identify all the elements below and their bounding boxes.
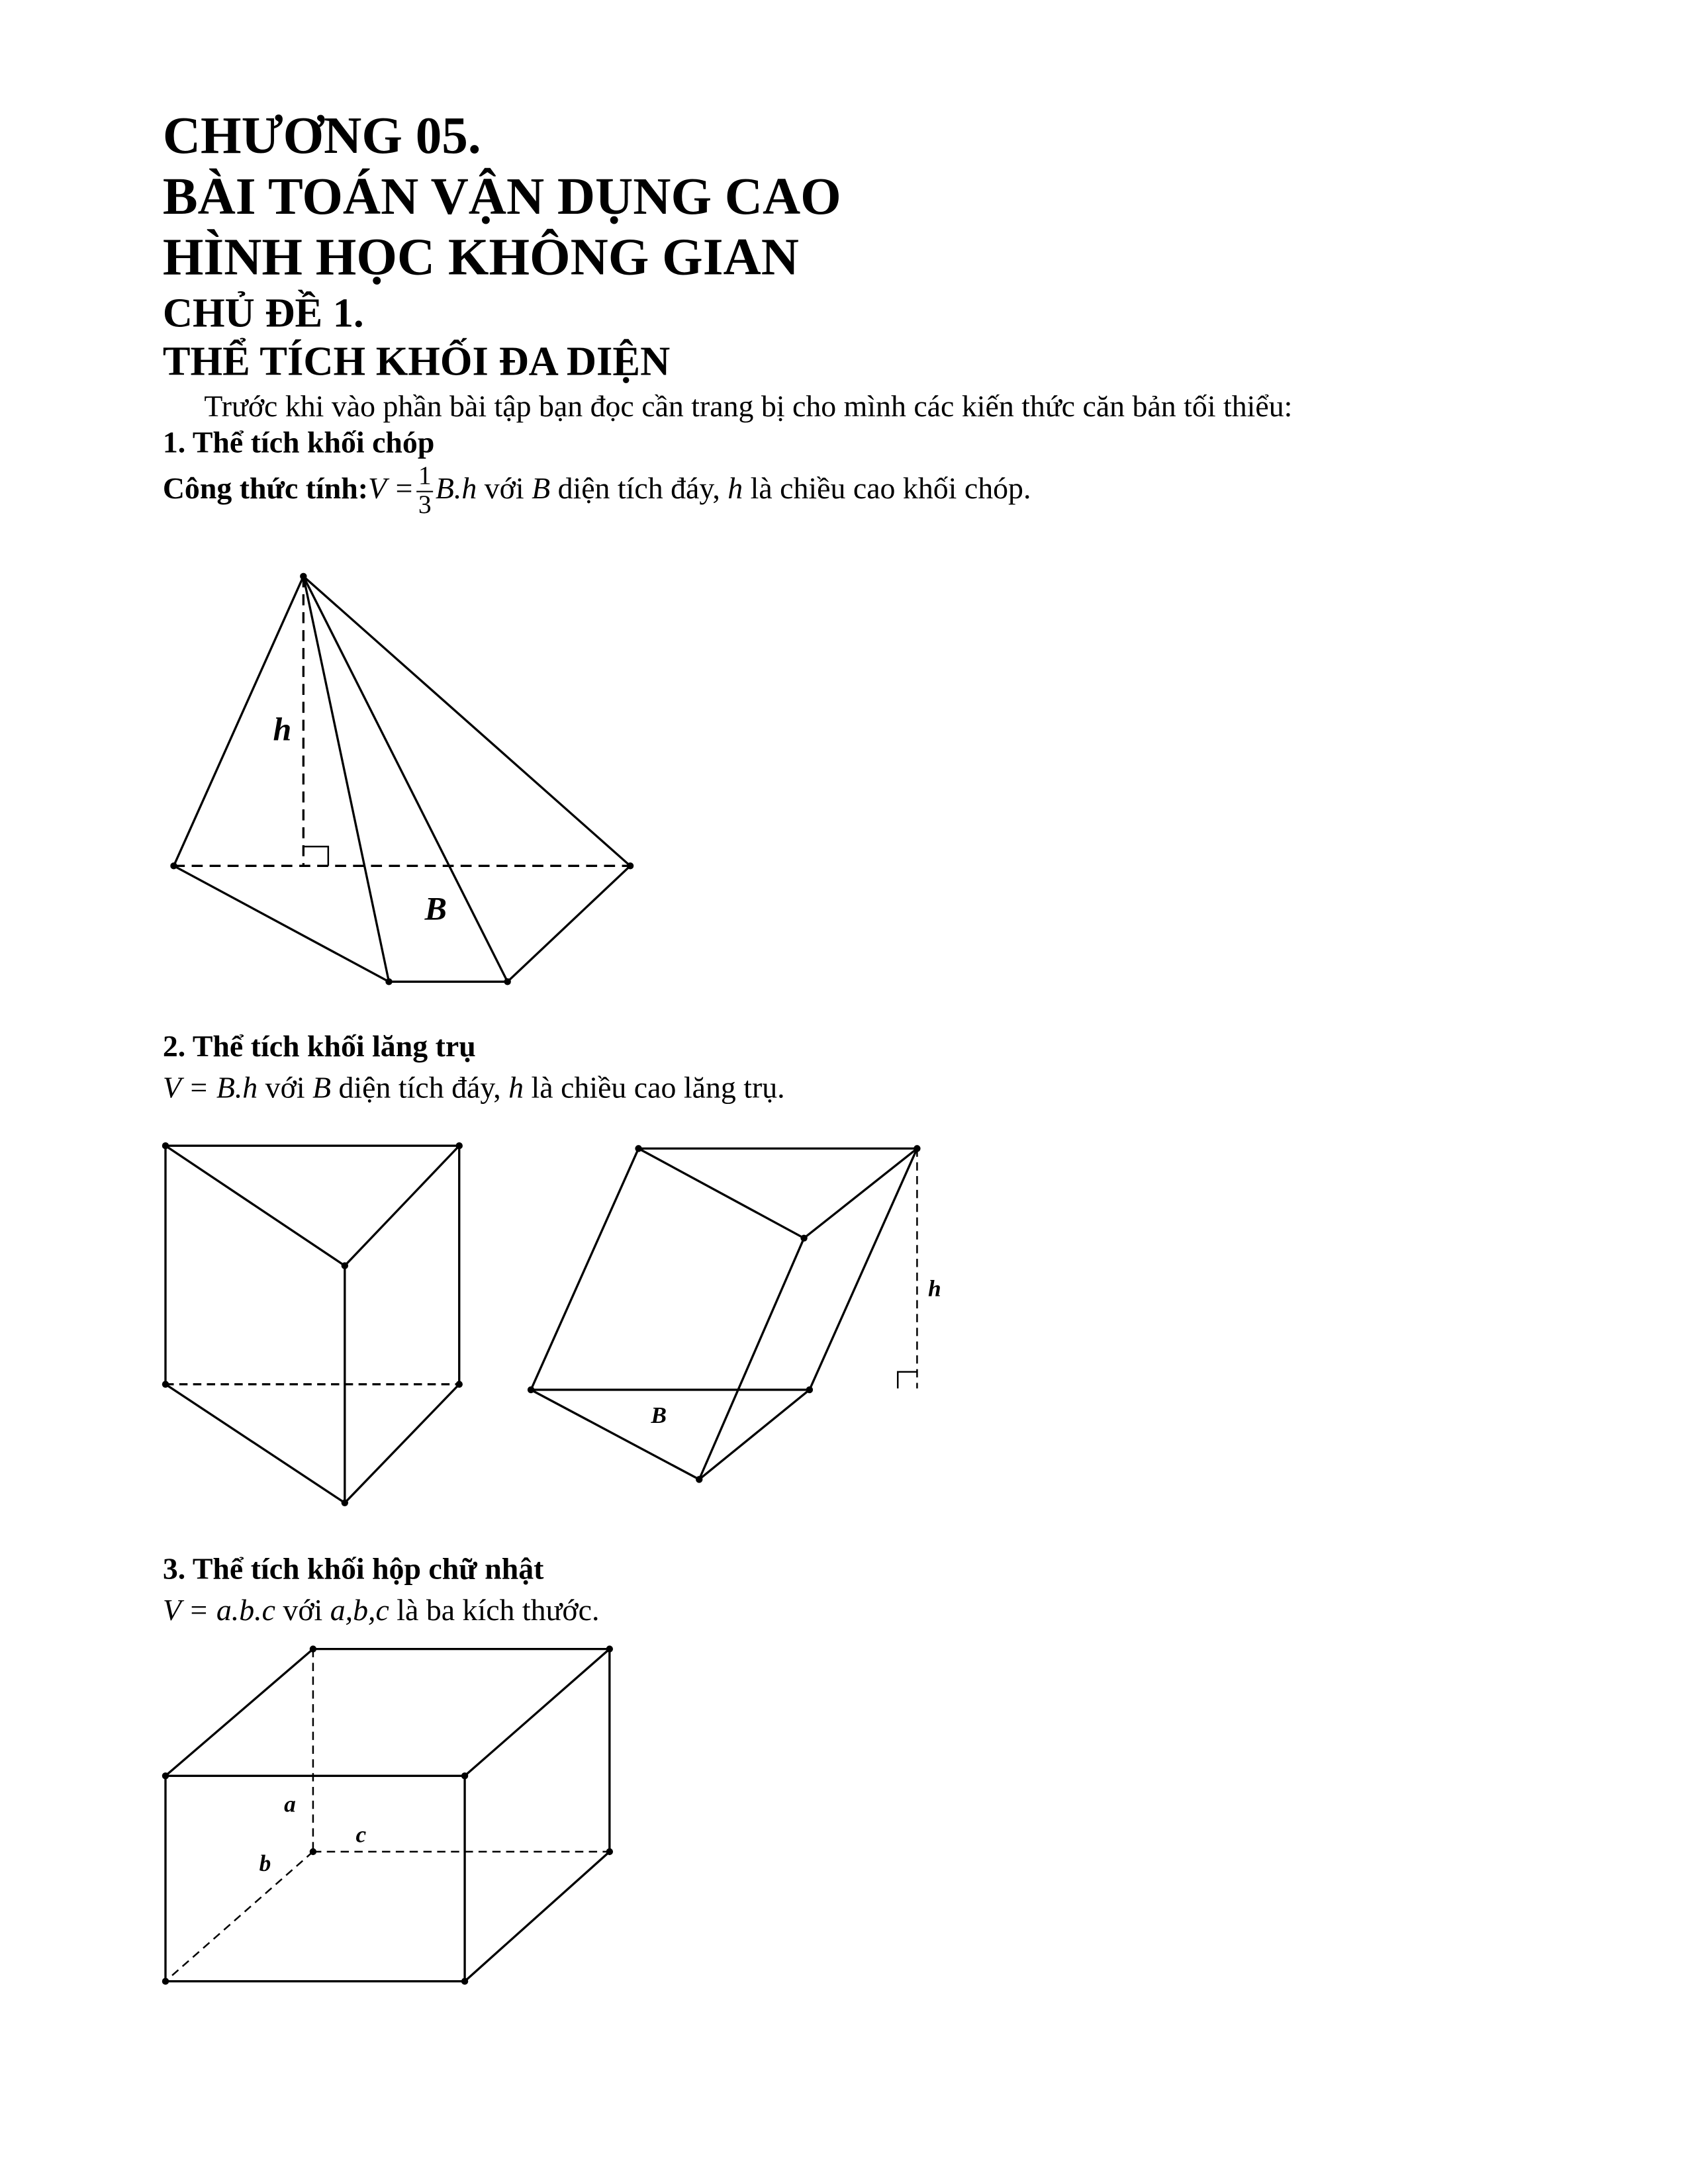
formula: V = B.h — [162, 1069, 258, 1105]
topic-number: CHỦ ĐỀ 1. — [162, 291, 364, 337]
var-b: B — [532, 471, 551, 506]
right-prism-figure — [162, 1142, 463, 1506]
text: với — [477, 471, 532, 506]
text: là chiều cao khối chóp. — [743, 471, 1031, 506]
formula: V = a.b.c — [162, 1592, 275, 1627]
label-b: B — [651, 1401, 667, 1428]
chapter-subtitle-1: BÀI TOÁN VẬN DỤNG CAO — [162, 168, 841, 226]
text: với — [258, 1069, 313, 1105]
oblique-prism-figure — [528, 1145, 941, 1482]
chapter-subtitle-2: HÌNH HỌC KHÔNG GIAN — [162, 228, 799, 287]
var-h: h — [508, 1069, 524, 1105]
label-b: b — [259, 1850, 271, 1877]
var-h: h — [727, 471, 743, 506]
fraction-denominator: 3 — [418, 490, 432, 520]
label-h: h — [273, 710, 292, 748]
var-b: B — [312, 1069, 332, 1105]
text: với — [275, 1592, 330, 1627]
label-b: B — [424, 889, 447, 927]
pyramid-figure — [170, 573, 633, 985]
label-a: a — [284, 1790, 296, 1817]
section-2-heading: 2. Thể tích khối lăng trụ — [162, 1028, 476, 1064]
label-c: c — [355, 1821, 367, 1848]
text: diện tích đáy, — [550, 471, 728, 506]
section-1-heading: 1. Thể tích khối chóp — [162, 424, 435, 459]
formula-bh: B.h — [435, 471, 477, 506]
text: diện tích đáy, — [331, 1069, 509, 1105]
vars: a,b,c — [330, 1592, 389, 1627]
fraction-numerator: 1 — [417, 463, 433, 492]
section-3-heading: 3. Thể tích khối hộp chữ nhật — [162, 1551, 544, 1586]
chapter-title: CHƯƠNG 05. — [162, 107, 481, 165]
formula-label: Công thức tính: — [162, 471, 369, 506]
topic-title: THỂ TÍCH KHỐI ĐA DIỆN — [162, 339, 671, 385]
label-h: h — [928, 1275, 941, 1302]
formula-v: V = — [368, 471, 414, 506]
text: là ba kích thước. — [389, 1592, 600, 1627]
box-figure — [162, 1645, 613, 1984]
text: là chiều cao lăng trụ. — [524, 1069, 785, 1105]
intro-paragraph: Trước khi vào phần bài tập bạn đọc cần trang bị cho mình các kiến thức căn bản tối thiểu: — [204, 388, 1293, 424]
